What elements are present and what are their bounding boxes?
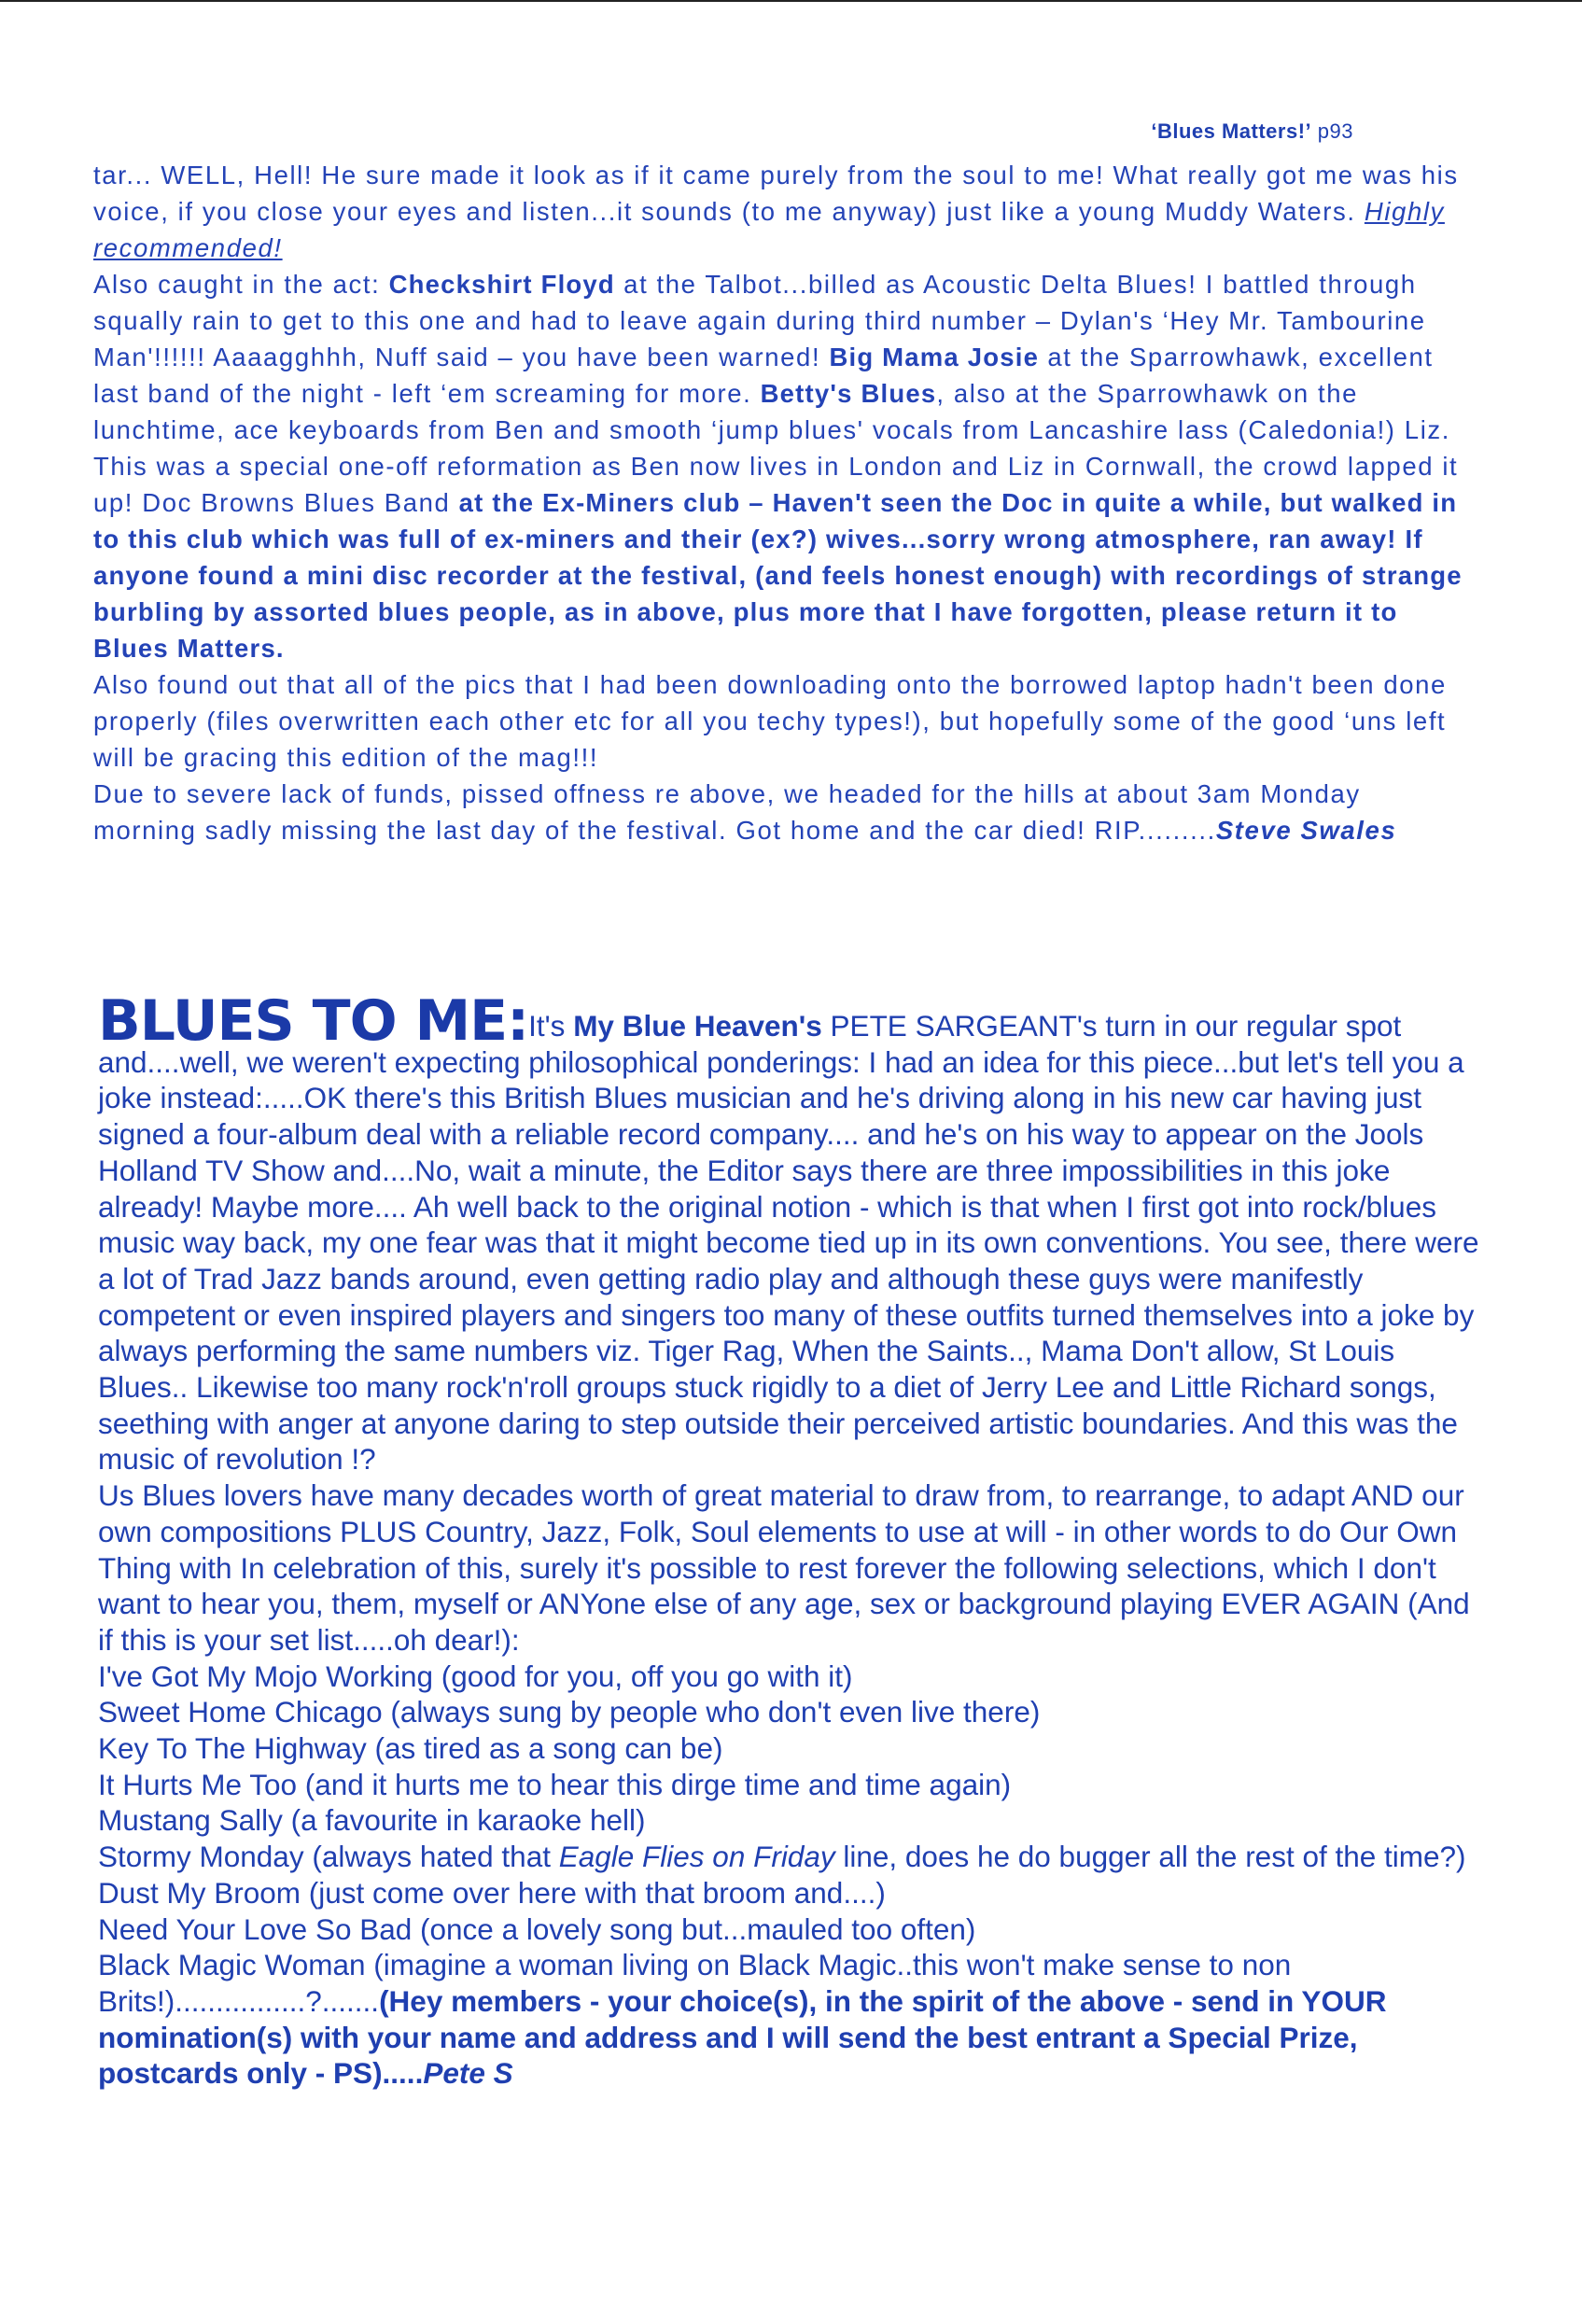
review-paragraph <box>93 157 1470 266</box>
review-text: Due to severe lack of funds, pissed offness re above, we headed for the hills at about 3am Monday morning sadly missing the last day of the festival. Got home and the car died! RIP......... <box>93 779 1361 845</box>
top-rule <box>0 0 1582 2</box>
festival-review <box>93 157 1470 848</box>
review-text: Also caught in the act: <box>93 270 389 299</box>
column-title: BLUES TO ME: <box>98 988 529 1054</box>
band-big-mama-josie: Big Mama Josie <box>829 343 1040 371</box>
review-text: , also at the Sparrowhawk on the lunchtime, ace keyboards from Ben and smooth ‘jump blues' vocals from Lancashire lass (Caledonia!) Liz. This was a special one-off reformation as Ben now lives in London and Liz in Cornwall, the crowd lapped it up! Doc Browns Blues Band <box>93 379 1459 517</box>
ex-miners-notice: at the Ex-Miners club – Haven't seen the Doc in quite a while, but walked in to this club which was full of ex-miners and their (ex?) wives...sorry wrong atmosphere, ran away! If anyone found a mini disc recorder at the festival, (and feels honest enough) with recordings of strange burbling by assorted blues people, as in above, plus more that I have forgotten, please return it to Blues Matters. <box>93 488 1463 663</box>
review-text: tar... WELL, Hell! He sure made it look as if it came purely from the soul to me! What really got me was his voice, if you close your eyes and listen...it sounds (to me anyway) just like a young Muddy Waters. <box>93 161 1459 226</box>
highly-recommended: Highly recommended! <box>93 197 1445 262</box>
column-signature: Pete S <box>423 2056 513 2091</box>
column-text: Black Magic Woman (imagine a woman living on Black Magic..this won't make sense to non Brits!)................?....... <box>98 1948 1292 2018</box>
column-intro <box>98 988 1479 1477</box>
band-checkshirt-floyd: Checkshirt Floyd <box>388 270 615 299</box>
song-item <box>98 1839 1479 1875</box>
song-item: It Hurts Me Too (and it hurts me to hear this dirge time and time again) <box>98 1767 1012 1801</box>
column-paragraph: Us Blues lovers have many decades worth of great material to draw from, to rearrange, to adapt AND our own compositions PLUS Country, Jazz, Folk, Soul elements to use at will - in other words to do Our Own Thing with In celebration of this, surely it's possible to rest forever the following selections, which I don't want to hear you, them, myself or ANYone else of any age, sex or background playing EVER AGAIN (And if this is your set list.....oh dear!): <box>98 1478 1470 1657</box>
magazine-name: ‘Blues Matters!’ <box>1151 119 1312 143</box>
call-to-action: (Hey members - your choice(s), in the spirit of the above - send in YOUR nomination(s) with your name and address and I will send the best entrant a Special Prize, postcards only - PS)..... <box>98 1983 1387 2091</box>
page-number: p93 <box>1317 119 1353 143</box>
column-text: It's <box>528 1009 574 1043</box>
column-bold-text: My Blue Heaven's <box>573 1009 822 1043</box>
column-text: PETE SARGEANT's turn in our regular spot and....well, we weren't expecting philosophical ponderings: I had an idea for this piece...but let's tell you a joke instead:.....OK there's this British Blues musician and he's driving along in his new car having just signed a four-album deal with a reliable record company.... and he's on his way to appear on the Jools Holland TV Show and....No, wait a minute, the Editor says there are three impossibilities in this joke already! Maybe more.... Ah well back to the original notion - which is that when I first got into rock/blues music way back, my one fear was that it might become tied up in its own conventions. You see, there were a lot of Trad Jazz bands around, even getting radio play and although these guys were manifestly competent or even inspired players and singers too many of these outfits turned themselves into a joke by always performing the same numbers viz. Tiger Rag, When the Saints.., Mama Don't allow, St Louis Blues.. Likewise too many rock'n'roll groups stuck rigidly to a diet of Jerry Lee and Little Richard songs, seething with anger at anyone daring to step outside their perceived artistic boundaries. And this was the music of revolution !? <box>98 1009 1479 1477</box>
blues-to-me-column <box>98 988 1479 2092</box>
column-text: line, does he do bugger all the rest of the time?) <box>834 1840 1466 1874</box>
song-item: Sweet Home Chicago (always sung by people who don't even live there) <box>98 1695 1041 1729</box>
review-paragraph: Also found out that all of the pics that I had been downloading onto the borrowed laptop hadn't been done properly (files overwritten each other etc for all you techy types!), but hopefully some of the good ‘uns left will be gracing this edition of the mag!!! <box>93 670 1447 772</box>
review-paragraph <box>93 776 1470 848</box>
band-bettys-blues: Betty's Blues <box>760 379 937 408</box>
song-item: Dust My Broom (just come over here with that broom and....) <box>98 1875 886 1910</box>
review-paragraph <box>93 266 1470 666</box>
song-item: Need Your Love So Bad (once a lovely song but...mauled too often) <box>98 1911 976 1946</box>
song-item <box>98 1947 1479 2092</box>
column-text: Stormy Monday (always hated that <box>98 1840 559 1874</box>
song-item: I've Got My Mojo Working (good for you, off you go with it) <box>98 1659 853 1693</box>
review-text: at the Sparrowhawk, excellent last band of the night - left ‘em screaming for more. <box>93 343 1434 408</box>
review-signature: Steve Swales <box>1215 816 1397 845</box>
italic-lyric: Eagle Flies on Friday <box>558 1840 835 1874</box>
page-header <box>1151 119 1353 144</box>
song-item: Mustang Sally (a favourite in karaoke hell) <box>98 1803 646 1838</box>
song-item: Key To The Highway (as tired as a song can be) <box>98 1731 723 1766</box>
review-text: at the Talbot...billed as Acoustic Delta Blues! I battled through squally rain to get to this one and had to leave again during third number – Dylan's ‘Hey Mr. Tambourine Man'!!!!!! Aaaagghhh, Nuff said – you have been warned! <box>93 270 1426 371</box>
